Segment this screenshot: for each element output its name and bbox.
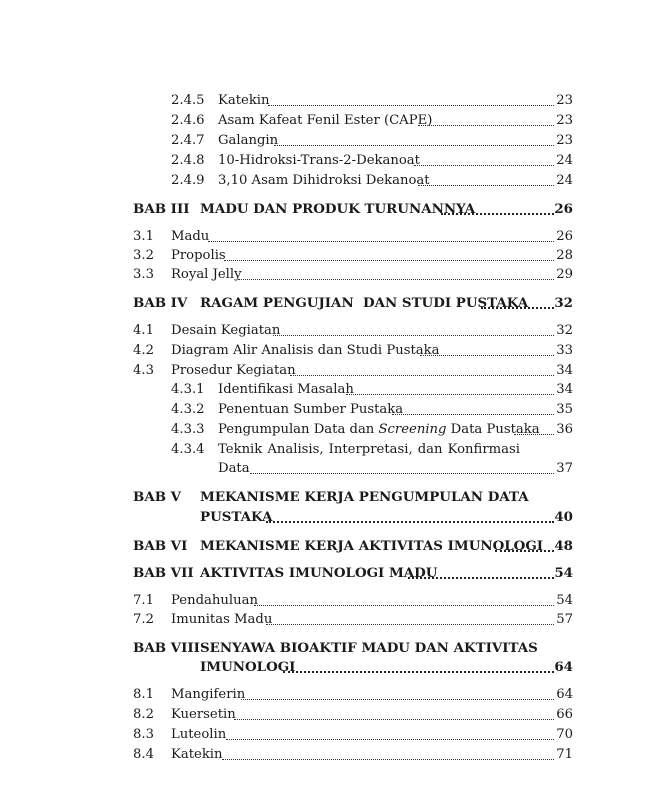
toc-entry-page: 35 <box>556 402 573 417</box>
toc-entry-title: Diagram Alir Analisis dan Studi Pustaka <box>171 343 440 358</box>
toc-chapter-bab-5[interactable] <box>0 488 647 506</box>
toc-chapter-title: AKTIVITAS IMUNOLOGI MADU <box>200 565 438 581</box>
toc-chapter-page: 54 <box>554 565 573 581</box>
toc-entry-number: 4.2 <box>133 343 154 358</box>
dot-leader <box>346 381 554 395</box>
toc-entry-4-2[interactable] <box>0 342 647 360</box>
toc-entry-number: 2.4.8 <box>171 153 205 168</box>
dot-leader <box>241 686 554 700</box>
title-text: Pengumpulan Data dan <box>218 422 379 437</box>
toc-entry-number: 8.4 <box>133 747 154 762</box>
toc-entry-title <box>218 441 520 459</box>
toc-entry-page: 36 <box>556 422 573 437</box>
toc-entry-8-1[interactable] <box>0 686 647 704</box>
toc-entry-8-2[interactable] <box>0 706 647 724</box>
toc-chapter-bab-5-cont[interactable] <box>0 508 647 526</box>
toc-entry-title: Madu <box>171 229 210 244</box>
toc-entry-number: 8.1 <box>133 687 154 702</box>
toc-entry-page: 24 <box>556 153 573 168</box>
toc-entry-number: 3.3 <box>133 267 154 282</box>
dot-leader <box>254 592 554 606</box>
title-text: Data Pustaka <box>446 422 540 437</box>
toc-entry-title: Kuersetin <box>171 707 236 722</box>
toc-entry-page: 57 <box>556 612 573 627</box>
toc-entry-title: Penentuan Sumber Pustaka <box>218 402 404 417</box>
toc-entry-title: Luteolin <box>171 727 227 742</box>
toc-entry-title: Asam Kafeat Fenil Ester (CAPE) <box>218 113 433 128</box>
toc-entry-title: Royal Jelly <box>171 267 242 282</box>
toc-entry-title: Mangiferin <box>171 687 246 702</box>
dot-leader <box>273 322 554 336</box>
toc-entry-7-2[interactable] <box>0 611 647 629</box>
toc-entry-page: 24 <box>556 173 573 188</box>
toc-entry-page: 71 <box>556 747 573 762</box>
toc-chapter-number: BAB VIII <box>133 640 200 656</box>
toc-entry-number: 4.3.3 <box>171 422 205 437</box>
title-word: KERJA <box>304 489 355 505</box>
dot-leader <box>266 611 554 625</box>
dot-leader <box>392 401 554 415</box>
toc-entry-page: 23 <box>556 93 573 108</box>
dot-leader <box>266 508 554 523</box>
dot-leader <box>420 342 554 356</box>
title-word: PENGUMPULAN <box>358 489 484 505</box>
toc-entry-number: 4.3.2 <box>171 402 205 417</box>
toc-entry-8-4[interactable] <box>0 746 647 764</box>
toc-entry-4-3-4[interactable] <box>0 441 647 459</box>
toc-chapter-bab-8[interactable] <box>0 639 647 657</box>
toc-entry-4-3[interactable] <box>0 362 647 380</box>
toc-entry-number: 7.1 <box>133 593 154 608</box>
dot-leader <box>418 172 554 186</box>
toc-chapter-number: BAB V <box>133 489 182 505</box>
toc-entry-title: Propolis <box>171 248 226 263</box>
dot-leader <box>441 200 554 215</box>
toc-chapter-title-line2: IMUNOLOGI <box>200 659 296 675</box>
toc-entry-page: 32 <box>556 323 573 338</box>
toc-chapter-page: 64 <box>554 659 573 675</box>
title-italic-text: Screening <box>378 422 447 437</box>
title-word: Teknik <box>218 442 263 457</box>
toc-entry-page: 34 <box>556 363 573 378</box>
toc-chapter-page: 26 <box>554 201 573 217</box>
dot-leader <box>481 294 554 309</box>
toc-entry-title: 3,10 Asam Dihidroksi Dekanoat <box>218 173 430 188</box>
toc-chapter-title-line2: PUSTAKA <box>200 509 273 525</box>
title-word: Interpretasi, <box>328 442 413 457</box>
dot-leader <box>268 92 554 106</box>
toc-entry-page: 23 <box>556 133 573 148</box>
toc-entry-number: 2.4.9 <box>171 173 205 188</box>
toc-entry-3-2[interactable] <box>0 247 647 265</box>
toc-entry-number: 3.1 <box>133 229 154 244</box>
title-word: BIOAKTIF <box>279 640 357 656</box>
toc-entry-title: 10-Hidroksi-Trans-2-Dekanoat <box>218 153 420 168</box>
dot-leader <box>408 564 554 579</box>
toc-entry-page: 66 <box>556 707 573 722</box>
toc-chapter-number: BAB VII <box>133 565 194 581</box>
dot-leader <box>208 228 554 242</box>
toc-entry-title: Imunitas Madu <box>171 612 273 627</box>
title-word: Analisis, <box>267 442 324 457</box>
toc-chapter-title: MADU DAN PRODUK TURUNANNYA <box>200 201 476 217</box>
title-word: SENYAWA <box>200 640 276 656</box>
toc-entry-2-4-7[interactable] <box>0 132 647 150</box>
toc-entry-title: Katekin <box>218 93 270 108</box>
toc-entry-page: 29 <box>556 267 573 282</box>
title-word: DATA <box>487 489 529 505</box>
toc-chapter-page: 32 <box>554 295 573 311</box>
title-word: MEKANISME <box>200 489 300 505</box>
toc-entry-2-4-8[interactable] <box>0 152 647 170</box>
toc-chapter-number: BAB VI <box>133 538 188 554</box>
toc-entry-number: 4.1 <box>133 323 154 338</box>
toc-chapter-title: RAGAM PENGUJIAN DAN STUDI PUSTAKA <box>200 295 529 311</box>
toc-entry-title: Pendahuluan <box>171 593 258 608</box>
toc-chapter-bab-7[interactable] <box>0 564 647 582</box>
title-word: DAN <box>414 640 449 656</box>
toc-entry-page: 70 <box>556 727 573 742</box>
toc-entry-number: 2.4.7 <box>171 133 205 148</box>
toc-entry-2-4-9[interactable] <box>0 172 647 190</box>
toc-entry-number: 2.4.5 <box>171 93 205 108</box>
toc-entry-4-3-1[interactable] <box>0 381 647 399</box>
toc-chapter-number: BAB IV <box>133 295 188 311</box>
toc-entry-number: 2.4.6 <box>171 113 205 128</box>
toc-entry-number: 4.3 <box>133 363 154 378</box>
toc-entry-page: 64 <box>556 687 573 702</box>
toc-entry-page: 26 <box>556 229 573 244</box>
toc-chapter-title <box>200 639 538 657</box>
toc-entry-title <box>218 421 540 439</box>
dot-leader <box>414 152 554 166</box>
toc-entry-4-3-3[interactable] <box>0 421 647 439</box>
dot-leader <box>290 362 554 376</box>
toc-chapter-page: 48 <box>554 538 573 554</box>
dot-leader <box>222 746 554 760</box>
title-word: Konfirmasi <box>447 442 520 457</box>
title-word: MADU <box>361 640 410 656</box>
toc-entry-7-1[interactable] <box>0 592 647 610</box>
toc-chapter-bab-3[interactable] <box>0 200 647 218</box>
toc-entry-number: 7.2 <box>133 612 154 627</box>
toc-chapter-bab-6[interactable] <box>0 537 647 555</box>
toc-entry-number: 8.3 <box>133 727 154 742</box>
dot-leader <box>495 537 554 552</box>
toc-entry-number: 4.3.1 <box>171 382 205 397</box>
toc-chapter-bab-4[interactable] <box>0 294 647 312</box>
toc-entry-2-4-6[interactable] <box>0 112 647 130</box>
toc-entry-page: 23 <box>556 113 573 128</box>
toc-entry-title: Desain Kegiatan <box>171 323 281 338</box>
toc-entry-2-4-5[interactable] <box>0 92 647 110</box>
toc-entry-number: 4.3.4 <box>171 442 205 457</box>
dot-leader <box>418 112 554 126</box>
dot-leader <box>514 421 554 435</box>
dot-leader <box>234 706 554 720</box>
dot-leader <box>283 658 554 673</box>
dot-leader <box>226 726 554 740</box>
toc-entry-title: Katekin <box>171 747 223 762</box>
toc-entry-page: 34 <box>556 382 573 397</box>
toc-entry-8-3[interactable] <box>0 726 647 744</box>
toc-entry-3-1[interactable] <box>0 228 647 246</box>
toc-entry-number: 3.2 <box>133 248 154 263</box>
toc-entry-title: Galangin <box>218 133 279 148</box>
toc-chapter-page: 40 <box>554 509 573 525</box>
toc-entry-title: Prosedur Kegiatan <box>171 363 296 378</box>
title-word: AKTIVITAS <box>453 640 538 656</box>
toc-chapter-number: BAB III <box>133 201 190 217</box>
dot-leader <box>238 266 554 280</box>
toc-entry-page: 54 <box>556 593 573 608</box>
dot-leader <box>224 247 554 261</box>
toc-entry-page: 28 <box>556 248 573 263</box>
toc-chapter-title: MEKANISME KERJA AKTIVITAS IMUNOLOGI <box>200 538 544 554</box>
toc-entry-page: 33 <box>556 343 573 358</box>
dot-leader <box>250 460 554 474</box>
title-word: dan <box>417 442 443 457</box>
toc-entry-title-line2: Data <box>218 461 250 476</box>
toc-entry-4-3-2[interactable] <box>0 401 647 419</box>
toc-entry-title: Identifikasi Masalah <box>218 382 354 397</box>
toc-entry-page: 37 <box>556 461 573 476</box>
dot-leader <box>274 132 554 146</box>
toc-entry-4-1[interactable] <box>0 322 647 340</box>
toc-entry-4-3-4-cont[interactable] <box>0 460 647 478</box>
toc-entry-3-3[interactable] <box>0 266 647 284</box>
toc-chapter-bab-8-cont[interactable] <box>0 658 647 676</box>
toc-chapter-title <box>200 488 529 506</box>
toc-entry-number: 8.2 <box>133 707 154 722</box>
